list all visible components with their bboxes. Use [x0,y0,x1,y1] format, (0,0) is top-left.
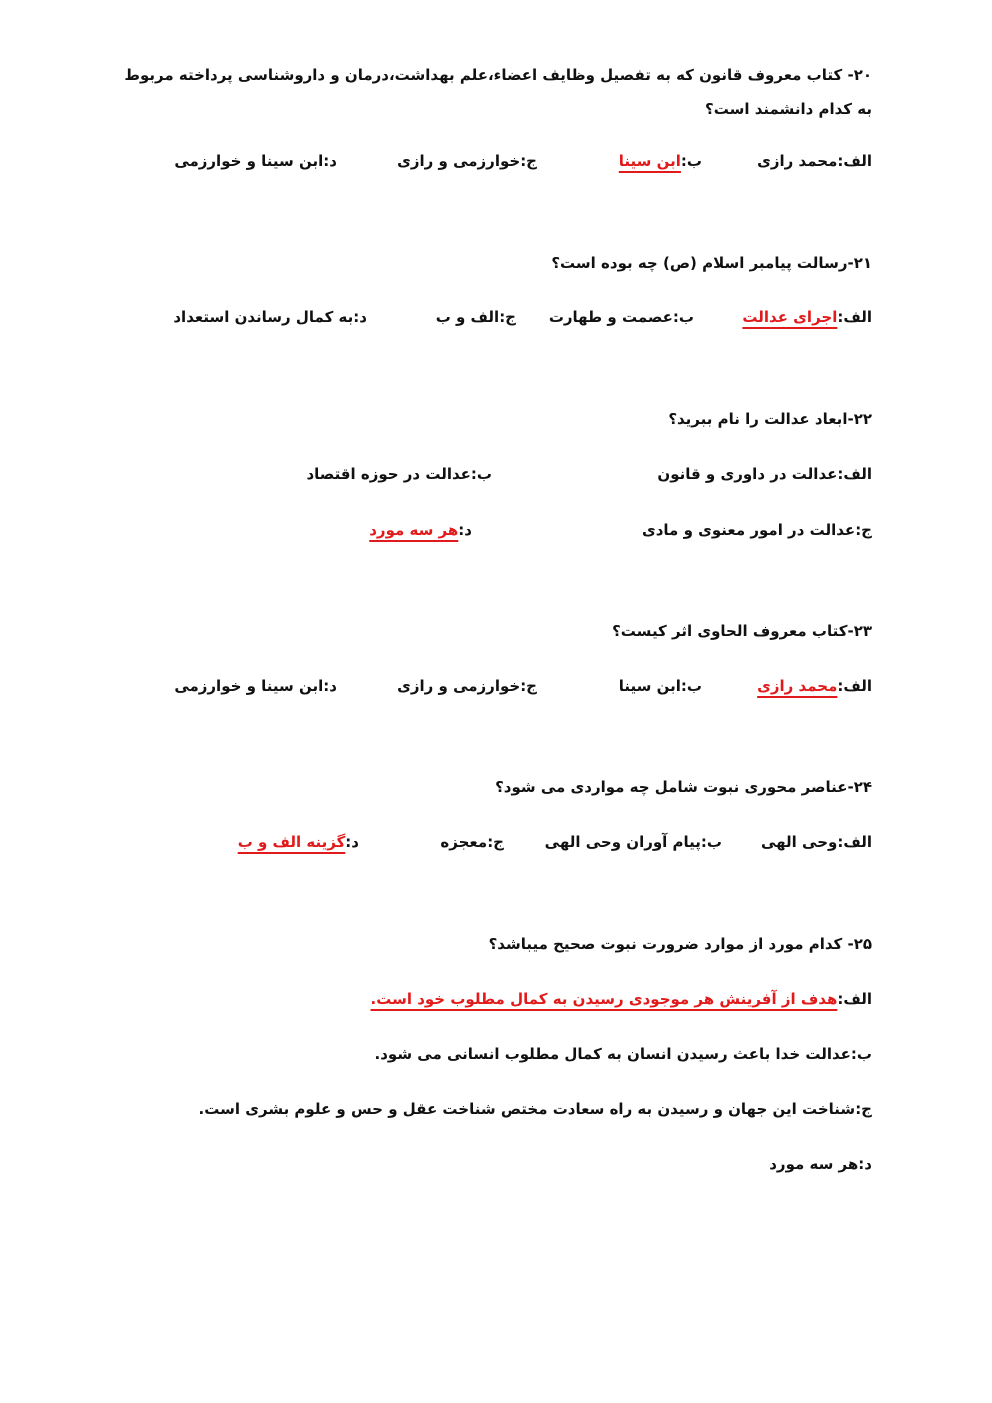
correct-answer: ابن سینا [618,152,681,170]
option-dal: د:هر سه مورد [769,1155,872,1173]
question-23: ۲۳-کتاب معروف الحاوی اثر کیست؟ [612,622,872,640]
correct-answer: هدف از آفرینش هر موجودی رسیدن به کمال مطلوب خود است. [370,990,838,1008]
question-22: ۲۲-ابعاد عدالت را نام ببرید؟ [668,410,872,428]
correct-answer: هر سه مورد [369,521,459,539]
option-jim: ج:شناخت این جهان و رسیدن به راه سعادت مختص شناخت عقل و حس و علوم بشری است. [198,1100,872,1118]
correct-answer: محمد رازی [757,677,838,695]
option-be: ب:عدالت خدا باعث رسیدن انسان به کمال مطلوب انسانی می شود. [374,1045,872,1063]
option-alef: الف:محمد رازی [757,677,872,695]
option-dal: د:ابن سینا و خوارزمی [174,152,337,170]
option-jim: ج:خوارزمی و رازی [397,677,537,695]
option-dal: د:به کمال رساندن استعداد [173,308,367,326]
option-alef: الف:محمد رازی [757,152,872,170]
question-21: ۲۱-رسالت پیامبر اسلام (ص) چه بوده است؟ [551,254,872,272]
question-25: ۲۵- کدام مورد از موارد ضرورت نبوت صحیح میباشد؟ [488,935,872,953]
option-jim: ج:معجزه [440,833,504,851]
option-alef: الف:اجرای عدالت [742,308,872,326]
question-24: ۲۴-عناصر محوری نبوت شامل چه مواردی می شود؟ [495,778,872,796]
option-be: ب:عدالت در حوزه اقتصاد [306,465,492,483]
correct-answer: اجرای عدالت [742,308,838,326]
option-alef: الف:عدالت در داوری و قانون [657,465,872,483]
option-dal: د:گزینه الف و ب [237,833,359,851]
option-be: ب:ابن سینا [618,152,702,170]
option-be: ب:پیام آوران وحی الهی [544,833,722,851]
option-be: ب:ابن سینا [618,677,702,695]
option-jim: ج:خوارزمی و رازی [397,152,537,170]
question-20: ۲۰- کتاب معروف قانون که به تفصیل وظایف اعضاء،علم بهداشت،درمان و داروشناسی پرداخته مربوط به کدام دانشمند است؟ [124,66,872,118]
option-be: ب:عصمت و طهارت [548,308,694,326]
option-alef: الف:هدف از آفرینش هر موجودی رسیدن به کمال مطلوب خود است. [370,990,872,1008]
option-alef: الف:وحی الهی [760,833,872,851]
correct-answer: گزینه الف و ب [237,833,346,851]
option-jim: ج:عدالت در امور معنوی و مادی [641,521,872,539]
option-dal: د:ابن سینا و خوارزمی [174,677,337,695]
option-jim: ج:الف و ب [435,308,516,326]
option-dal: د:هر سه مورد [369,521,472,539]
